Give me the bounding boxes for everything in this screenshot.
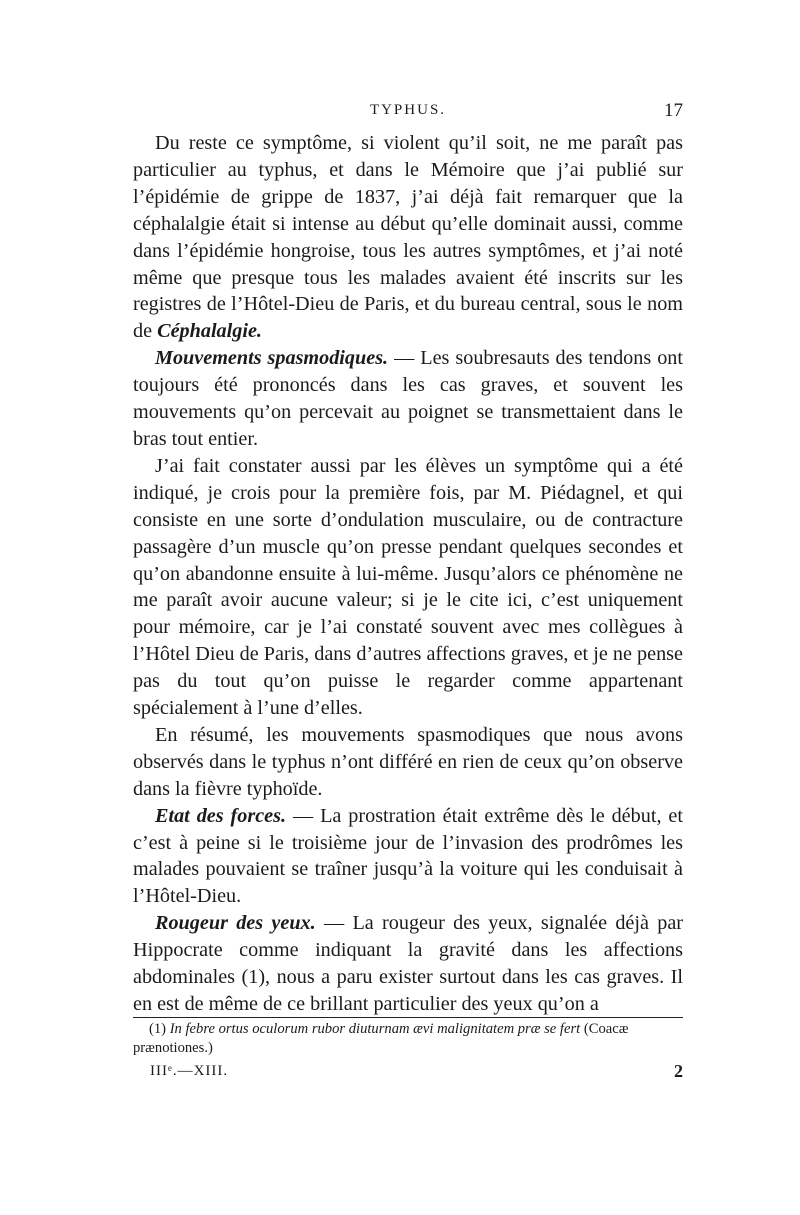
paragraph — [133, 130, 683, 345]
footnote-marker: (1) — [149, 1021, 167, 1037]
paragraph — [133, 722, 683, 803]
paragraph — [133, 910, 683, 1018]
section-heading: Etat des forces. — [155, 804, 287, 827]
paragraph-text: Du reste ce symptôme, si violent qu’il soit, ne me paraît pas particulier au typhus, et dans le Mémoire que j’ai publié sur l’épidémie de grippe de 1837, j’ai déjà fait remarquer que la céphalalgie était si intense au début qu’elle dominait aussi, comme dans l’épidémie hongroise, tous les autres symptômes, et j’ai noté même que presque tous les malades avaient été inscrits sur les registres de l’Hôtel-Dieu de Paris, et du bureau central, sous le nom de — [133, 132, 683, 343]
paragraph-text: J’ai fait constater aussi par les élèves un symptôme qui a été indiqué, je crois pour la première fois, par M. Piédagnel, et qui consiste en une sorte d’ondulation musculaire, ou de contracture passagère d’un muscle qu’on presse pendant quelques secondes et qu’on abandonne ensuite à lui-même. Jusqu’alors ce phénomène ne me paraît avoir aucune valeur; si je le cite ici, c’est uniquement pour mémoire, car je l’ai constaté souvent avec mes collègues à l’Hôtel Dieu de Paris, dans d’autres affections graves, et je ne pense pas du tout qu’on puisse le regarder comme appartenant spécialement à l’une d’elles. — [133, 454, 683, 720]
paragraph — [133, 803, 683, 911]
signature-line — [150, 1063, 683, 1087]
running-head — [133, 100, 683, 124]
paragraph-text: — La prostration était extrême dès le début, et c’est à peine si le troisième jour de l’invasion des prodrômes les malades pouvaient se traîner jusqu’à la voiture qui les conduisait à l’Hôtel-Dieu. — [133, 804, 683, 908]
paragraph-text: — La rougeur des yeux, signalée déjà par Hippocrate comme indiquant la gravité dans les affections abdominales (1), nous a paru exister surtout dans les cas graves. Il en est de même de ce brillant particulier des yeux qu’on a — [133, 912, 684, 1015]
paragraph-text: — Les soubresauts des tendons ont toujours été prononcés dans les cas graves, et souvent les mouvements qu’on percevait au poignet se transmettaient dans le bras tout entier. — [133, 347, 683, 450]
footnote-divider — [133, 1017, 683, 1018]
emphasized-term: Céphalalgie. — [157, 320, 262, 343]
paragraph — [133, 453, 683, 722]
signature-number: 2 — [674, 1061, 683, 1081]
section-heading: Rougeur des yeux. — [155, 912, 316, 935]
footnote — [133, 1020, 683, 1058]
page-number: 17 — [664, 100, 683, 121]
section-heading: Mouvements spasmodiques. — [155, 347, 389, 370]
running-title: TYPHUS. — [369, 102, 447, 118]
paragraph — [133, 345, 683, 453]
signature-mark: IIIᵉ.—XIII. — [150, 1063, 229, 1079]
footnote-latin-quote: In febre ortus oculorum rubor diuturnam ævi malignitatem præ se fert — [169, 1021, 581, 1037]
paragraph-text: En résumé, les mouvements spasmodiques que nous avons observés dans le typhus n’ont différé en rien de ceux qu’on observe dans la fièvre typhoïde. — [133, 723, 683, 800]
footnote-source: (Coacæ prænotiones.) — [133, 1021, 629, 1056]
body-text — [133, 130, 683, 1018]
